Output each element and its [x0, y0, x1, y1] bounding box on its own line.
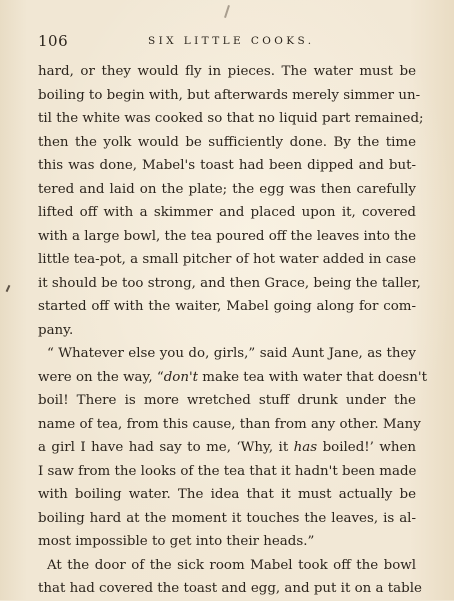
text-segment: with a large bowl, the tea poured off the leaves into the: [38, 228, 417, 244]
text-segment: that had covered the toast and egg, and put it on a table: [38, 581, 422, 596]
text-line: [38, 60, 416, 84]
emphasized-text: don't: [163, 369, 199, 385]
text-line: [38, 248, 416, 272]
text-line: [38, 342, 416, 366]
text-line: [38, 554, 416, 578]
text-segment: it should be too strong, and then Grace, being the taller,: [38, 275, 421, 291]
text-segment: this was done, Mabel's toast had been dipped and but-: [38, 158, 416, 173]
text-segment: most impossible to get into their heads.”: [38, 534, 315, 549]
emphasized-text: has: [293, 440, 318, 455]
text-segment: tered and laid on the plate; the egg was then carefully: [38, 181, 416, 197]
text-segment: boiling hard at the moment it touches the leaves, is al-: [38, 510, 416, 526]
text-segment: boil! There is more wretched stuff drunk under the: [38, 393, 416, 408]
text-line: [38, 483, 416, 507]
text-segment: hard, or they would fly in pieces. The water must be: [38, 64, 416, 79]
text-segment: then the yolk would be sufficiently done. By the time: [38, 134, 416, 150]
text-line: [38, 107, 424, 131]
text-line: [38, 530, 416, 554]
running-head: [38, 32, 416, 52]
page-number: 106: [38, 32, 69, 50]
text-line: [38, 413, 421, 437]
text-segment: a girl I have had say to me, ‘Why, it: [38, 440, 294, 455]
text-segment: with boiling water. The idea that it must actually be: [38, 487, 416, 502]
text-line: [38, 366, 427, 390]
ink-mark: [6, 285, 11, 292]
text-segment: name of tea, from this cause, than from any other. Many: [38, 416, 421, 432]
text-segment: til the white was cooked so that no liquid part remained;: [38, 111, 424, 126]
text-segment: pany.: [38, 322, 74, 338]
ink-mark: [224, 5, 230, 18]
text-line: [38, 272, 421, 296]
text-line: [38, 201, 416, 225]
body-text: [38, 60, 427, 601]
text-segment: were on the way, “: [38, 369, 164, 385]
text-segment: boiled!’ when: [317, 440, 417, 455]
text-line: [38, 389, 416, 413]
book-title: SIX LITTLE COOKS.: [148, 35, 315, 47]
text-line: [38, 178, 416, 202]
text-segment: make tea with water that doesn't: [198, 369, 427, 385]
text-line: [38, 507, 416, 531]
text-line: [38, 225, 416, 249]
text-line: [38, 319, 416, 343]
text-line: [38, 295, 416, 319]
text-segment: little tea-pot, a small pitcher of hot water added in case: [38, 252, 417, 267]
text-segment: At the door of the sick room Mabel took off the bowl: [47, 557, 416, 573]
text-segment: I saw from the looks of the tea that it hadn't been made: [38, 463, 417, 479]
text-line: [38, 577, 422, 601]
text-line: [38, 460, 416, 484]
text-line: [38, 436, 416, 460]
text-segment: lifted off with a skimmer and placed upon it, covered: [38, 205, 416, 220]
text-segment: “ Whatever else you do, girls,” said Aunt Jane, as they: [47, 346, 416, 361]
text-line: [38, 154, 416, 178]
text-segment: boiling to begin with, but afterwards merely simmer un-: [38, 87, 421, 103]
text-segment: started off with the waiter, Mabel going along for com-: [38, 299, 416, 314]
text-line: [38, 84, 421, 108]
text-line: [38, 131, 416, 155]
